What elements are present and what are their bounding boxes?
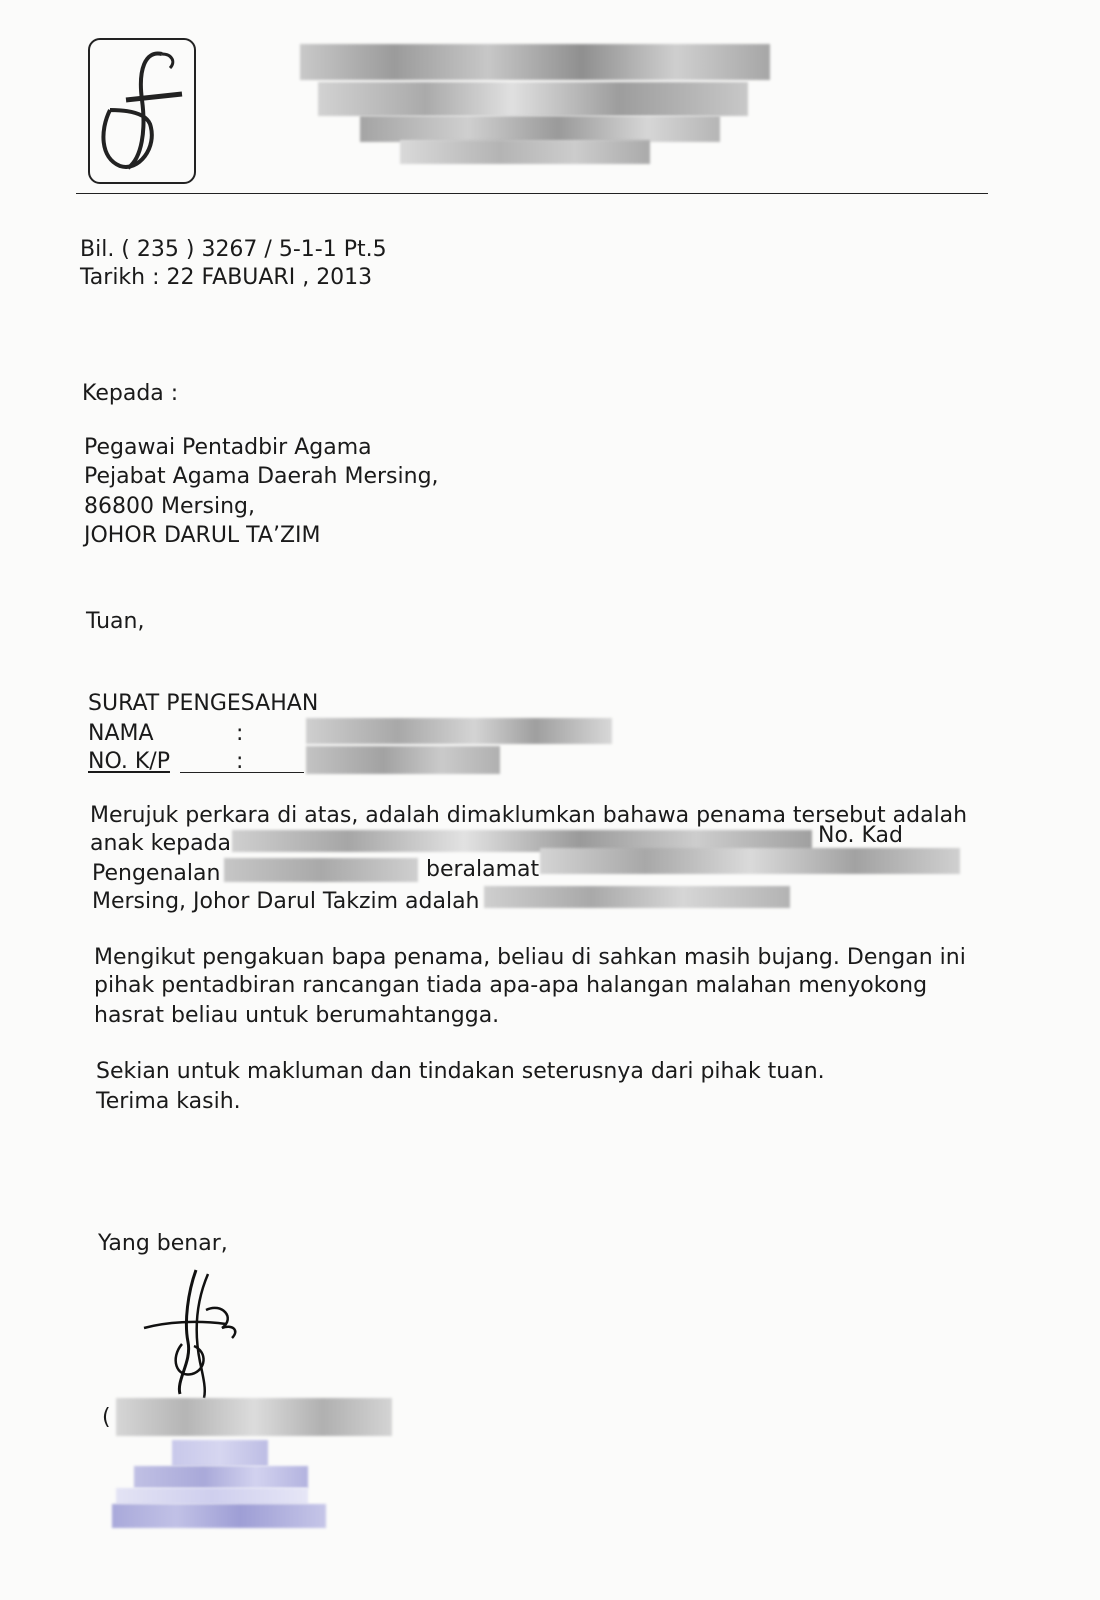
letterhead-logo — [88, 38, 196, 184]
paragraph-line: anak kepada — [90, 831, 232, 856]
signature — [136, 1262, 256, 1406]
paragraph-line: Merujuk perkara di atas, adalah dimaklumkan bahawa penama tersebut adalah — [90, 803, 968, 828]
subject-title: SURAT PENGESAHAN — [88, 691, 319, 716]
nokp-label: NO. K/P — [88, 749, 170, 774]
paragraph-line: beralamat — [426, 857, 540, 882]
nama-redacted — [306, 718, 612, 744]
recipient-line: Pegawai Pentadbir Agama — [84, 435, 372, 460]
paragraph-line: No. Kad — [818, 823, 904, 848]
paragraph-line: hasrat beliau untuk berumahtangga. — [94, 1003, 500, 1028]
recipient-line: 86800 Mersing, — [84, 494, 256, 519]
closing-yang-benar: Yang benar, — [98, 1231, 228, 1256]
paragraph-line: Mengikut pengakuan bapa penama, beliau di sahkan masih bujang. Dengan ini — [94, 945, 966, 970]
paragraph-line: pihak pentadbiran rancangan tiada apa-apa halangan malahan menyokong — [94, 973, 928, 998]
signatory-open-paren: ( — [102, 1405, 111, 1430]
letter-date: Tarikh : 22 FABUARI , 2013 — [80, 265, 373, 290]
relation-redacted — [484, 886, 790, 908]
address-redacted — [540, 848, 960, 874]
paragraph-line: Pengenalan — [92, 861, 221, 886]
recipient-line: Pejabat Agama Daerah Mersing, — [84, 464, 439, 489]
signatory-name-redacted — [116, 1398, 392, 1436]
nama-label: NAMA — [88, 721, 154, 746]
recipient-line: JOHOR DARUL TA’ZIM — [84, 523, 321, 548]
nokp-colon: : — [236, 749, 244, 774]
nokp-redacted — [306, 746, 500, 774]
letterhead-rule — [76, 193, 988, 194]
reference-number: Bil. ( 235 ) 3267 / 5-1-1 Pt.5 — [80, 237, 387, 262]
paragraph-line: Sekian untuk makluman dan tindakan seterusnya dari pihak tuan. — [96, 1059, 825, 1084]
paragraph-line: Terima kasih. — [96, 1089, 241, 1114]
nama-colon: : — [236, 721, 244, 746]
salutation: Tuan, — [86, 609, 145, 634]
recipient-heading: Kepada : — [82, 381, 179, 406]
nokp-underline — [180, 772, 304, 773]
ic-redacted — [224, 858, 418, 882]
paragraph-line: Mersing, Johor Darul Takzim adalah — [92, 889, 480, 914]
letterhead-logo-icon — [90, 40, 194, 182]
